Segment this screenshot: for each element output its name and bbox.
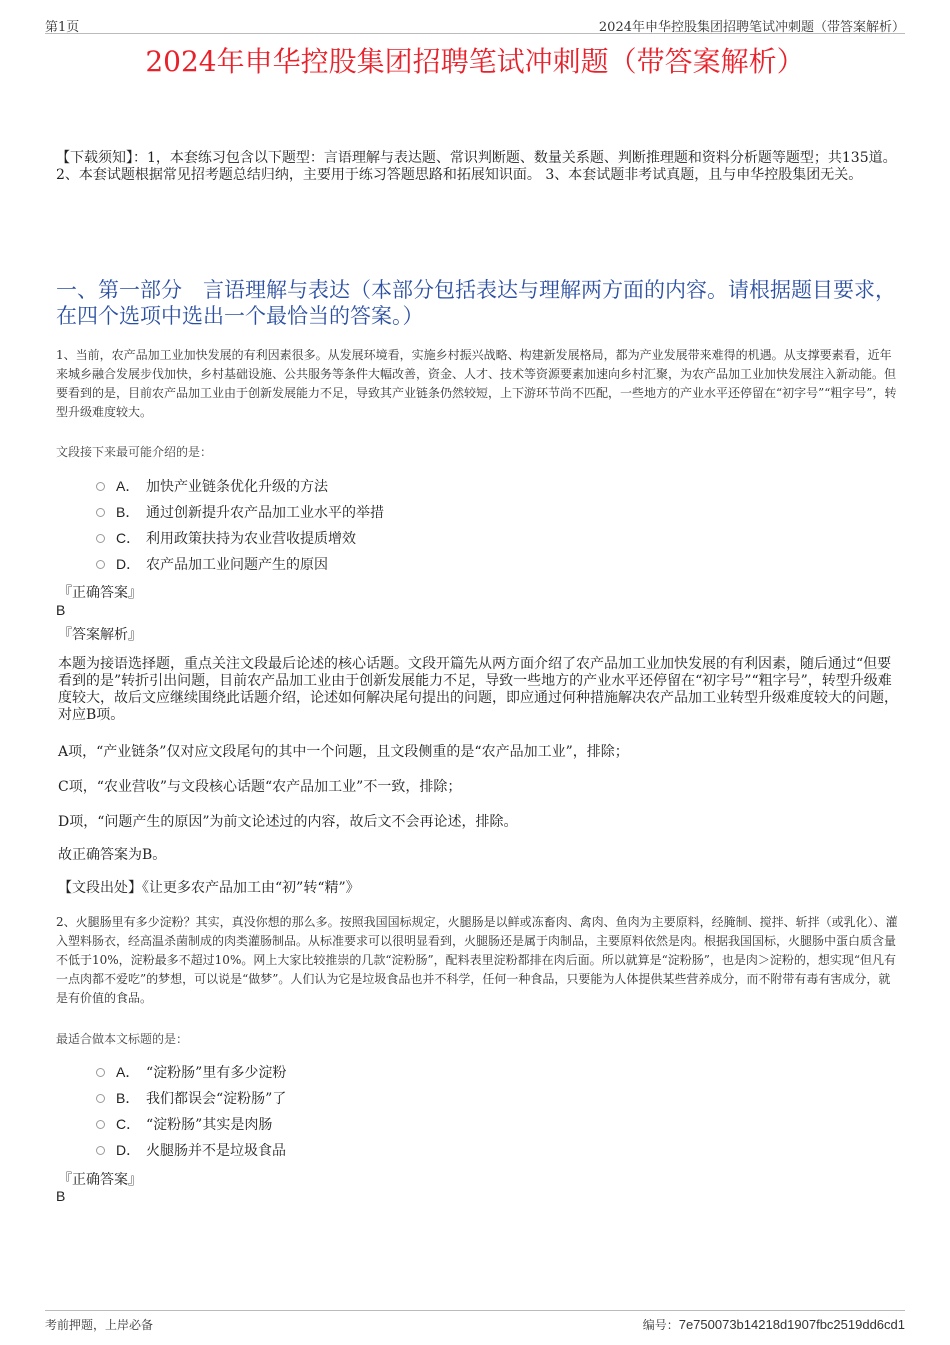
question-1-prompt: 文段接下来最可能介绍的是： <box>56 445 213 459</box>
radio-icon[interactable] <box>96 560 105 569</box>
question-2-text: 2、火腿肠里有多少淀粉？其实，真没你想的那么多。按照我国国标规定，火腿肠是以鲜或冻畜肉、禽肉、鱼肉为主要原料，经腌制、搅拌、斩拌（或乳化）、灌入塑料肠衣，经高温杀菌制成的肉类灌肠制品。从标准要求可以很明显看到，火腿肠还是属于肉制品，主要原料依然是肉。根据我国国标，火腿肠中蛋白质含量不低于10%，淀粉最多不超过10%。网上大家比较推崇的几款“淀粉肠”，配料表里淀粉都排在肉后面。所以就算是“淀粉肠”，也是肉＞淀粉的，想实现“但凡有一点肉都不爱吃”的梦想，可以说是“做梦”。人们认为它是垃圾食品也并不科学，任何一种食品，只要能为人体提供某些营养成分，而不附带有毒有害成分，就是有价值的食品。 <box>56 915 898 1005</box>
question-2-option-a[interactable]: A． “淀粉肠”里有多少淀粉 <box>96 1059 796 1085</box>
footer-slogan: 考前押题，上岸必备 <box>45 1318 154 1332</box>
page-footer <box>45 1310 905 1334</box>
question-1-explanation-a: A项，“产业链条”仅对应文段尾句的其中一个问题，且文段侧重的是“农产品加工业”，排除； <box>58 744 629 760</box>
question-2-answer: B <box>56 1188 66 1204</box>
question-2-options <box>96 1059 796 1163</box>
question-2-answer-label: 『正确答案』 <box>58 1172 142 1188</box>
header-doc-title: 2024年申华控股集团招聘笔试冲刺题（带答案解析） <box>598 20 905 35</box>
download-notice: 【下载须知】：1，本套练习包含以下题型：言语理解与表达题、常识判断题、数量关系题、判断推理题和资料分析题等题型；共135道。 2、本套试题根据常见招考题总结归纳，主要用于练习答题思路和拓展知识面。 3、本套试题非考试真题，且与申华控股集团无关。 <box>56 150 897 183</box>
question-2-option-b[interactable]: B． 我们都误会“淀粉肠”了 <box>96 1085 796 1111</box>
page-number: 第1页 <box>45 20 80 35</box>
question-2-prompt: 最适合做本文标题的是： <box>56 1032 189 1046</box>
question-1-option-c[interactable]: C． 利用政策扶持为农业营收提质增效 <box>96 525 796 551</box>
radio-icon[interactable] <box>96 482 105 491</box>
question-1-option-b[interactable]: B． 通过创新提升农产品加工业水平的举措 <box>96 499 796 525</box>
section-title: 一、第一部分 言语理解与表达（本部分包括表达与理解两方面的内容。请根据题目要求，在四个选项中选出一个最恰当的答案。） <box>56 278 896 328</box>
radio-icon[interactable] <box>96 1094 105 1103</box>
footer-code: 编号：7e750073b14218d1907fbc2519dd6cd1 <box>642 1317 905 1332</box>
radio-icon[interactable] <box>96 508 105 517</box>
question-2-option-d[interactable]: D． 火腿肠并不是垃圾食品 <box>96 1137 796 1163</box>
question-1-option-a[interactable]: A． 加快产业链条优化升级的方法 <box>96 473 796 499</box>
page-header <box>45 12 905 34</box>
radio-icon[interactable] <box>96 534 105 543</box>
question-1-text: 1、当前，农产品加工业加快发展的有利因素很多。从发展环境看，实施乡村振兴战略、构建新发展格局，都为产业发展带来难得的机遇。从支撑要素看，近年来城乡融合发展步伐加快，乡村基础设施、公共服务等条件大幅改善，资金、人才、技术等资源要素加速向乡村汇聚，为农产品加工业加快发展注入新动能。但要看到的是，目前农产品加工业由于创新发展能力不足，导致其产业链条仍然较短，上下游环节尚不匹配，一些地方的产业水平还停留在“初字号”“粗字号”，转型升级难度较大。 <box>56 348 897 419</box>
radio-icon[interactable] <box>96 1146 105 1155</box>
question-2-option-c[interactable]: C． “淀粉肠”其实是肉肠 <box>96 1111 796 1137</box>
question-1-answer: B <box>56 602 66 618</box>
question-1-explain-label: 『答案解析』 <box>58 627 142 643</box>
document-title: 2024年申华控股集团招聘笔试冲刺题（带答案解析） <box>145 45 805 78</box>
radio-icon[interactable] <box>96 1120 105 1129</box>
question-1-options <box>96 473 796 577</box>
question-1-source: 【文段出处】《让更多农产品加工由“初”转“精”》 <box>58 880 360 896</box>
question-1-conclusion: 故正确答案为B。 <box>58 847 167 863</box>
question-1-option-d[interactable]: D． 农产品加工业问题产生的原因 <box>96 551 796 577</box>
question-1-explanation-d: D项，“问题产生的原因”为前文论述过的内容，故后文不会再论述，排除。 <box>58 814 518 830</box>
question-1-answer-label: 『正确答案』 <box>58 585 142 601</box>
question-1-explanation-c: C项，“农业营收”与文段核心话题“农产品加工业”不一致，排除； <box>58 779 462 795</box>
question-1-explanation-main: 本题为接语选择题，重点关注文段最后论述的核心话题。文段开篇先从两方面介绍了农产品加工业加快发展的有利因素，随后通过“但要看到的是”转折引出问题，目前农产品加工业由于创新发展能力不足，导致一些地方的产业水平还停留在“初字号”“粗字号”，转型升级难度较大，故后文应继续围绕此话题介绍，论述如何解决尾句提出的问题，即应通过何种措施解决农产品加工业转型升级难度较大的问题，对应B项。 <box>58 656 898 723</box>
radio-icon[interactable] <box>96 1068 105 1077</box>
